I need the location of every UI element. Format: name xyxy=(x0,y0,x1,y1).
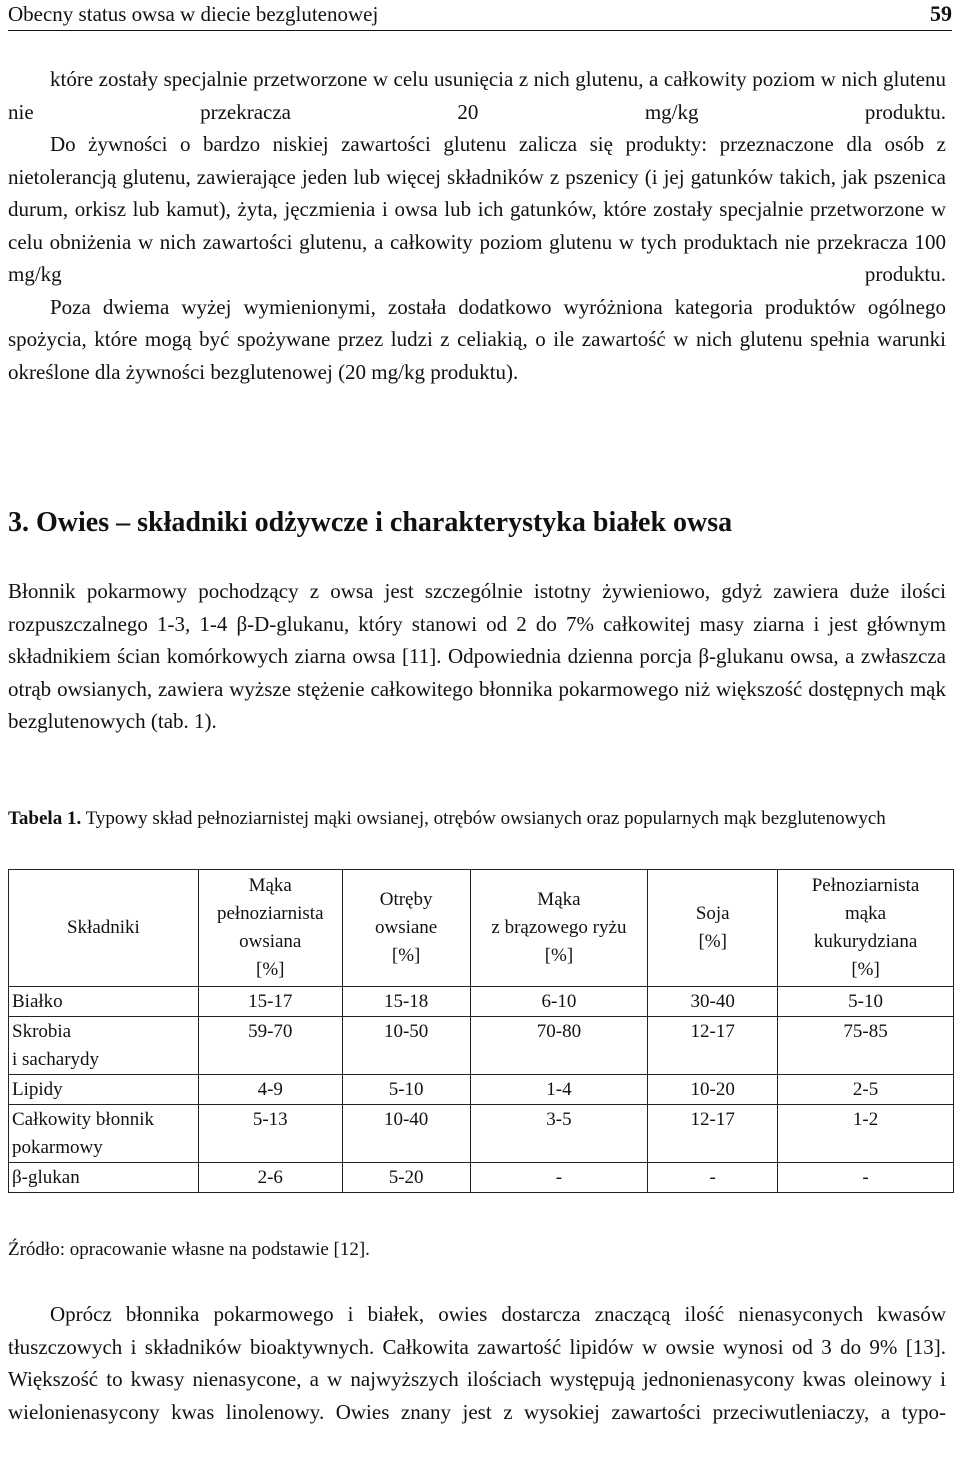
table-row xyxy=(9,1075,954,1105)
table-cell: 10-20 xyxy=(648,1075,778,1105)
table-row xyxy=(9,1017,954,1075)
table-cell: 1-2 xyxy=(778,1105,954,1163)
table-cell: 5-13 xyxy=(198,1105,342,1163)
paragraph-continuation: które zostały specjalnie przetworzone w celu usunięcia z nich glutenu, a całkowity poziom w nich glutenu nie przekracza 20 mg/kg produktu. xyxy=(8,67,946,124)
paragraph-lipids: Oprócz błonnika pokarmowego i białek, owies dostarcza znaczącą ilość nienasyconych kwasów tłuszczowych i składników bioaktywnych. Całkowita zawartość lipidów w owsie wynosi od 3 do 9% [13]. Większość to kwasy nienasycone, a w najwyższych ilościach występują jednonienasycony kwas oleinowy i wielonienasycony kwas linolenowy. Owies znany jest z wysokiej zawartości przeciwutleniaczy, a typo- xyxy=(8,1302,946,1424)
table-cell: 30-40 xyxy=(648,987,778,1017)
running-header xyxy=(8,0,952,28)
paragraph-low-gluten: Do żywności o bardzo niskiej zawartości glutenu zalicza się produkty: przeznaczone dla osób z nietolerancją glutenu, zawierające jeden lub więcej składników z pszenicy (i jej gatunków takich, jak pszenica durum, orkisz lub kamut), żyta, jęczmienia i owsa lub ich gatunków, które zostały specjalnie przetworzone w celu obniżenia w nich zawartości glutenu, a całkowity poziom glutenu w tych produktach nie przekracza 100 mg/kg produktu. xyxy=(8,132,946,286)
paragraph-general-products: Poza dwiema wyżej wymienionymi, została dodatkowo wyróżniona kategoria produktów ogólnego spożycia, które mogą być spożywane przez ludzi z celiakią, o ile zawartość w nich glutenu spełnia warunki określone dla żywności bezglutenowej (20 mg/kg produktu). xyxy=(8,294,946,384)
col-header-oat-bran: Otręby owsiane [%] xyxy=(342,870,470,987)
table-cell: 15-18 xyxy=(342,987,470,1017)
table-cell: 10-50 xyxy=(342,1017,470,1075)
table-cell: 1-4 xyxy=(470,1075,648,1105)
table-cell: 4-9 xyxy=(198,1075,342,1105)
header-rule xyxy=(8,30,952,31)
row-label: Skrobia i sacharydy xyxy=(9,1017,199,1075)
table-cell: 70-80 xyxy=(470,1017,648,1075)
row-label: Lipidy xyxy=(9,1075,199,1105)
running-title: Obecny status owsa w diecie bezglutenowej xyxy=(8,2,379,26)
table-cell: 10-40 xyxy=(342,1105,470,1163)
table-source-note: Źródło: opracowanie własne na podstawie [12]. xyxy=(8,1239,370,1260)
table-cell: 12-17 xyxy=(648,1017,778,1075)
table-cell: - xyxy=(778,1163,954,1193)
table-cell: 12-17 xyxy=(648,1105,778,1163)
table-caption xyxy=(8,804,890,834)
table-header-row xyxy=(9,870,954,987)
table-caption-text: Typowy skład pełnoziarnistej mąki owsianej, otrębów owsianych oraz popularnych mąk bezglutenowych xyxy=(81,808,886,829)
table-caption-label: Tabela 1. xyxy=(8,808,82,829)
table-cell: 15-17 xyxy=(198,987,342,1017)
section-heading: 3. Owies – składniki odżywcze i charakterystyka białek owsa xyxy=(8,507,733,538)
page-number: 59 xyxy=(930,1,952,26)
col-header-corn-flour: Pełnoziarnista mąka kukurydziana [%] xyxy=(778,870,954,987)
table-cell: 5-20 xyxy=(342,1163,470,1193)
row-label: β-glukan xyxy=(9,1163,199,1193)
table-cell: 2-6 xyxy=(198,1163,342,1193)
table-cell: 75-85 xyxy=(778,1017,954,1075)
table-cell: 5-10 xyxy=(778,987,954,1017)
table-row xyxy=(9,1105,954,1163)
col-header-oat-flour: Mąka pełnoziarnista owsiana [%] xyxy=(198,870,342,987)
table-cell: 59-70 xyxy=(198,1017,342,1075)
row-label: Całkowity błonnik pokarmowy xyxy=(9,1105,199,1163)
table-cell: 3-5 xyxy=(470,1105,648,1163)
section-text xyxy=(8,575,946,738)
col-header-ingredients: Składniki xyxy=(9,870,199,987)
table-row xyxy=(9,1163,954,1193)
table-cell: 6-10 xyxy=(470,987,648,1017)
paragraph-fiber: Błonnik pokarmowy pochodzący z owsa jest szczególnie istotny żywieniowo, gdyż zawiera duże ilości rozpuszczalnego 1-3, 1-4 β-D-glukanu, który stanowi od 2 do 7% całkowitej masy ziarna i jest głównym składnikiem ścian komórkowych ziarna owsa [11]. Odpowiednia dzienna porcja β-glukanu owsa, a zwłaszcza otrąb owsianych, zawiera wyższe stężenie całkowitego błonnika pokarmowego niż większość dostępnych mąk bezglutenowych (tab. 1). xyxy=(8,579,946,733)
intro-text xyxy=(8,63,946,388)
row-label: Białko xyxy=(9,987,199,1017)
col-header-soy: Soja [%] xyxy=(648,870,778,987)
table-cell: - xyxy=(470,1163,648,1193)
composition-table xyxy=(8,869,954,1193)
table-cell: - xyxy=(648,1163,778,1193)
table-cell: 5-10 xyxy=(342,1075,470,1105)
closing-text xyxy=(8,1298,946,1428)
table-row xyxy=(9,987,954,1017)
col-header-brown-rice-flour: Mąka z brązowego ryżu [%] xyxy=(470,870,648,987)
table-cell: 2-5 xyxy=(778,1075,954,1105)
